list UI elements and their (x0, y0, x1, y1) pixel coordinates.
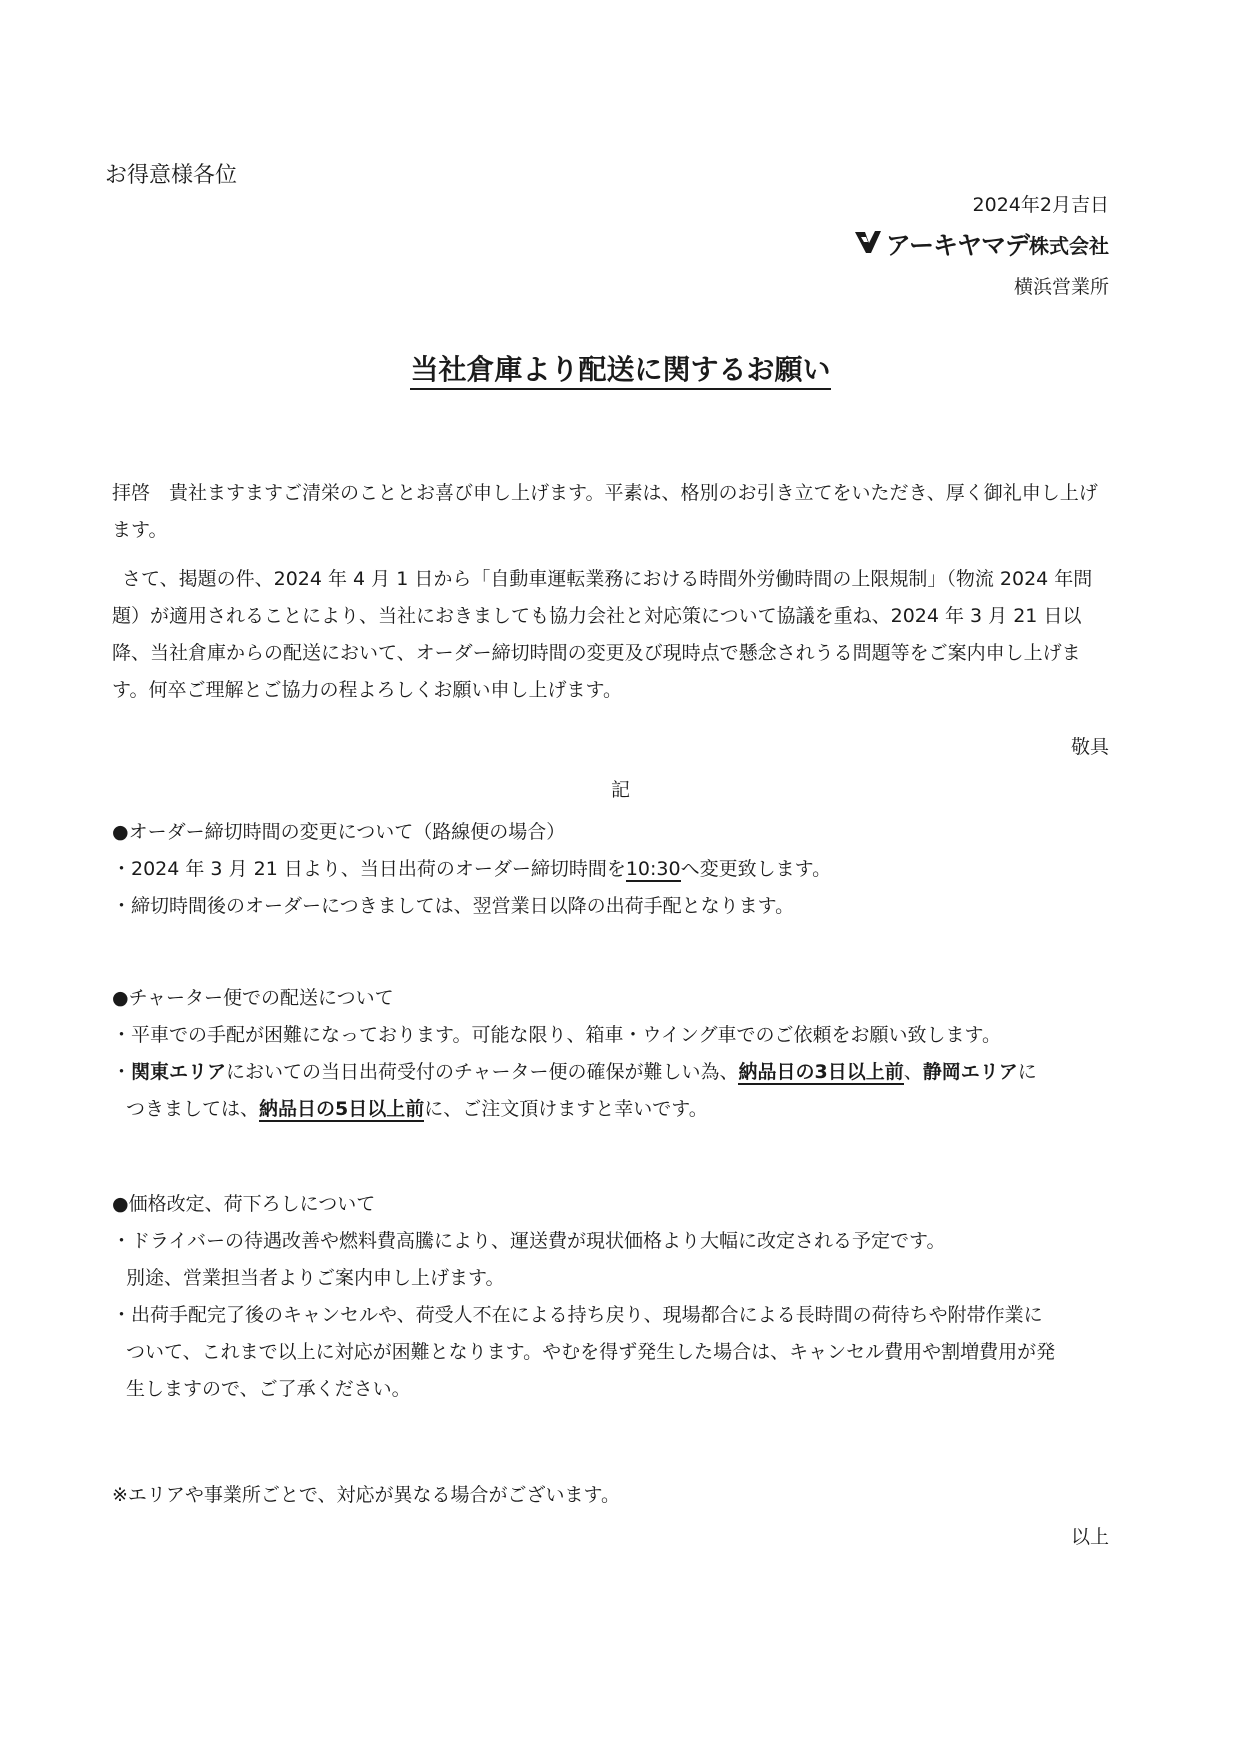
intro-paragraph-1: 拝啓 貴社ますますご清栄のこととお喜び申し上げます。平素は、格別のお引き立てをいただき、厚く御礼申し上げます。 (112, 482, 1098, 541)
addressee: お得意様各位 (105, 163, 238, 188)
closing-ijo: 以上 (1070, 1526, 1109, 1548)
deadline-time: 10:30 (625, 858, 681, 880)
text-segment: に、ご注文頂けますと幸いです。 (424, 1098, 708, 1120)
lead-time-5days: 納品日の5日以上前 (259, 1098, 425, 1120)
arkyamade-logo-icon (854, 229, 882, 259)
section-heading: ●オーダー締切時間の変更について（路線便の場合） (112, 821, 566, 843)
company-name (854, 226, 1109, 262)
list-item: ・ドライバーの待遇改善や燃料費高騰により、運送費が現状価格より大幅に改定される予定です。 (112, 1230, 946, 1252)
list-item (112, 1054, 1037, 1091)
intro-paragraph-2-text: さて、掲題の件、2024 年 4 月 1 日から「自動車運転業務における時間外労働時間の上限規制」（物流 2024 年問題）が適用されることにより、当社におきましても協力会社と対応策について協議を重ね、2024 年 3 月 21 日以降、当社倉庫からの配送において、オーダー締切時間の変更及び現時点で懸念されうる問題等をご案内申し上げます。何卒ご理解とご協力の程よろしくお願い申し上げます。 (112, 568, 1093, 701)
list-item-continued: 別途、営業担当者よりご案内申し上げます。 (126, 1267, 505, 1289)
area-kanto: 関東エリア (131, 1061, 227, 1083)
company-suffix: 株式会社 (1029, 233, 1109, 258)
office-name: 横浜営業所 (1013, 276, 1109, 298)
document-title (0, 348, 1241, 388)
list-item (112, 851, 831, 888)
list-item: ・締切時間後のオーダーにつきましては、翌営業日以降の出荷手配となります。 (112, 895, 795, 917)
list-item: ・出荷手配完了後のキャンセルや、荷受人不在による持ち戻り、現場都合による長時間の荷待ちや附帯作業に (112, 1304, 1043, 1326)
area-shizuoka: 静岡エリア (922, 1061, 1018, 1083)
text-segment: に (1017, 1061, 1037, 1083)
deadline-text-post: へ変更致します。 (680, 858, 832, 880)
footnote: ※エリアや事業所ごとで、対応が異なる場合がございます。 (112, 1484, 621, 1506)
text-segment: つきましては、 (126, 1098, 260, 1120)
list-item: ・平車での手配が困難になっております。可能な限り、箱車・ウイング車でのご依頼をお願い致します。 (112, 1024, 1002, 1046)
list-item-continued (112, 1091, 1037, 1128)
section-order-deadline (112, 814, 831, 925)
issue-date: 2024年2月吉日 (972, 194, 1109, 216)
section-price-unloading (112, 1186, 1055, 1408)
list-item-continued: ついて、これまで以上に対応が困難となります。やむを得ず発生した場合は、キャンセル費用や割増費用が発 (126, 1341, 1056, 1363)
deadline-text-pre: ・2024 年 3 月 21 日より、当日出荷のオーダー締切時間を (112, 858, 626, 880)
closing-keigu: 敬具 (1070, 736, 1109, 758)
text-segment: 、 (903, 1061, 923, 1083)
section-heading: ●価格改定、荷下ろしについて (112, 1193, 376, 1215)
document-title-text: 当社倉庫より配送に関するお願い (410, 353, 830, 390)
company-brand: アーキヤマデ (885, 231, 1029, 260)
bullet: ・ (112, 1061, 132, 1083)
list-item-continued: 生しますので、ご了承ください。 (126, 1378, 411, 1400)
section-heading: ●チャーター便での配送について (112, 987, 394, 1009)
intro-paragraph-2 (112, 561, 1112, 709)
lead-time-3days: 納品日の3日以上前 (738, 1061, 904, 1083)
section-charter-delivery (112, 980, 1037, 1128)
text-segment: においての当日出荷受付のチャーター便の確保が難しい為、 (226, 1061, 739, 1083)
ki-mark: 記 (610, 779, 630, 801)
